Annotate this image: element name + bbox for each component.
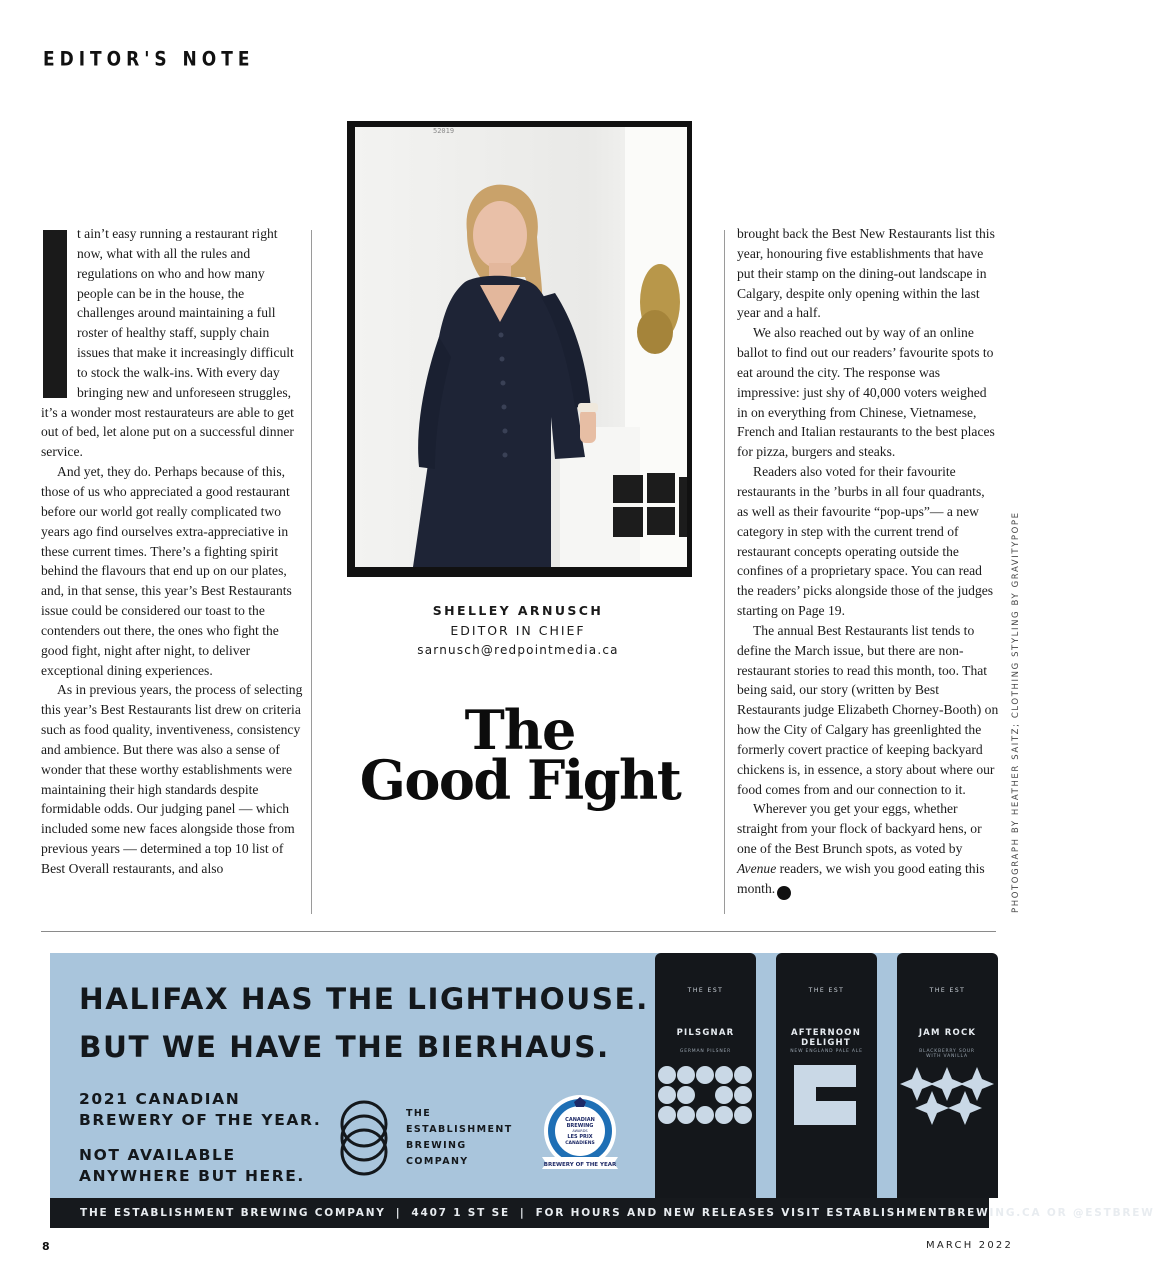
article-column-right <box>737 224 999 900</box>
article-paragraph: Readers also voted for their favourite restaurants in the ’burbs in all four quadrants, as well as their favourite “pop-ups”— a new category in step with the current trend of restaurant concepts operating outside the confines of a proprietary space. You can read the readers’ picks alongside those of the judges starting on Page 19. <box>737 464 994 619</box>
svg-text:CANADIAN: CANADIAN <box>565 1117 595 1123</box>
article-paragraph: As in previous years, the process of selecting this year’s Best Restaurants list drew on criteria such as food quality, inventiveness, consistency and ambience. But there was also a sense of wonder that these worthy establishments were maintaining their high standards despite formidable odds. Our judging panel — which included some new faces alongside those from previous years — determined a top 10 list of Best Overall restaurants, and also <box>41 682 303 876</box>
brewery-logo-icon <box>335 1098 393 1178</box>
film-edge-text: 52019 <box>433 127 455 135</box>
svg-text:BREWING: BREWING <box>566 1123 594 1129</box>
ad-headline-2: BUT WE HAVE THE BIERHAUS. <box>79 1030 610 1064</box>
beer-can-pilsgnar: THE EST PILSGNAR GERMAN PILSNER <box>655 953 756 1198</box>
page-number: 8 <box>42 1240 50 1253</box>
article-column-left <box>41 224 303 879</box>
drop-cap <box>43 230 67 398</box>
can-pattern-circles <box>655 1065 756 1125</box>
ad-subhead: ANYWHERE BUT HERE. <box>79 1167 305 1185</box>
ad-subhead: 2021 CANADIAN <box>79 1090 241 1108</box>
ad-brand-name: THE ESTABLISHMENT BREWING COMPANY <box>406 1108 513 1167</box>
column-rule-left <box>311 230 312 914</box>
svg-text:AWARDS: AWARDS <box>572 1129 588 1133</box>
can-pattern-stars <box>897 1065 998 1125</box>
section-label: EDITOR'S NOTE <box>43 48 255 71</box>
ad-footer-company: THE ESTABLISHMENT BREWING COMPANY <box>80 1207 386 1219</box>
magazine-name: Avenue <box>737 861 777 876</box>
ad-headline-1: HALIFAX HAS THE LIGHTHOUSE. <box>79 982 649 1016</box>
column-rule-right <box>724 230 725 914</box>
headline-line-1: The <box>464 698 576 762</box>
beer-can-afternoon-delight: THE EST AFTERNOON DELIGHT NEW ENGLAND PALE ALE <box>776 953 877 1198</box>
portrait-illustration <box>355 127 687 567</box>
photo-credit: PHOTOGRAPH BY HEATHER SAITZ; CLOTHING STYLING BY GRAVITYPOPE <box>1011 511 1021 913</box>
ad-footer-bar: THE ESTABLISHMENT BREWING COMPANY | 4407 1 ST SE | FOR HOURS AND NEW RELEASES VISIT ESTABLISHMENTBREWING.CA OR @ESTBREW <box>50 1198 989 1228</box>
svg-text:LES PRIX: LES PRIX <box>567 1134 593 1140</box>
section-divider <box>41 931 996 932</box>
byline-email[interactable]: sarnusch@redpointmedia.ca <box>417 643 619 657</box>
issue-date: MARCH 2022 <box>926 1240 1014 1251</box>
beer-can-jam-rock: THE EST JAM ROCK BLACKBERRY SOUR WITH VANILLA <box>897 953 998 1198</box>
award-badge-icon <box>538 1093 622 1177</box>
article-paragraph: And yet, they do. Perhaps because of this, those of us who appreciated a good restaurant before our world got really complicated two years ago find ourselves extra-appreciative in these current times. There’s a fighting spirit behind the flavours that end up on our plates, and, in that sense, this year’s Best Restaurants issue could be considered our toast to the contenders out there, the ones who fight the good fight, night after night, to deliver exceptional dining experiences. <box>41 464 292 678</box>
brewery-advertisement[interactable] <box>50 953 1155 1228</box>
byline-role: EDITOR IN CHIEF <box>450 623 586 638</box>
ad-subhead: BREWERY OF THE YEAR. <box>79 1111 322 1129</box>
article-paragraph: We also reached out by way of an online ballot to find out our readers’ favourite spots to eat around the city. The response was impressive: just shy of 40,000 voters weighed in on everything from Chinese, Vietnamese, French and Italian restaurants to the best places for pizza, burgers and steaks. <box>737 325 995 460</box>
svg-text:BREWERY OF THE YEAR: BREWERY OF THE YEAR <box>543 1162 617 1168</box>
can-pattern-blocks <box>776 1065 877 1125</box>
article-paragraph: brought back the Best New Restaurants list this year, honouring five establishments that have put their stamp on the dining-out landscape in Calgary, despite only opening within the last year and a half. <box>737 226 995 321</box>
ad-subhead: NOT AVAILABLE <box>79 1146 236 1164</box>
article-paragraph-last: Wherever you get your eggs, whether straight from your flock of backyard hens, or one of the Best Brunch spots, as voted by Avenue readers, we wish you good eating this month. a <box>737 801 985 898</box>
ad-footer-cta[interactable]: FOR HOURS AND NEW RELEASES VISIT ESTABLISHMENTBREWING.CA OR @ESTBREW <box>535 1207 1155 1219</box>
headline-line-2: Good Fight <box>359 748 681 812</box>
article-paragraph: t ain’t easy running a restaurant right now, what with all the rules and regulations on who and how many people can be in the house, the challenges around maintaining a full roster of healthy staff, supply chain issues that make it increasingly difficult to stock the walk-ins. With every day bringing new and unforeseen struggles, it’s a wonder most restaurateurs are able to get out of bed, let alone put on a successful dinner service. <box>41 226 294 460</box>
editor-portrait-photo <box>347 121 692 577</box>
svg-text:CANADIENS: CANADIENS <box>565 1141 595 1146</box>
article-paragraph: The annual Best Restaurants list tends to define the March issue, but there are non-restaurant stories to read this month, too. That being said, our story (written by Best Restaurants judge Elizabeth Chorney-Booth) on how the City of Calgary has greenlighted the formerly covert practice of keeping backyard chickens is, in essence, a story about where our food comes from and our connection to it. <box>737 622 999 797</box>
ad-footer-address: 4407 1 ST SE <box>411 1207 510 1219</box>
end-mark-icon: a <box>777 886 791 900</box>
byline-name: SHELLEY ARNUSCH <box>432 603 604 618</box>
